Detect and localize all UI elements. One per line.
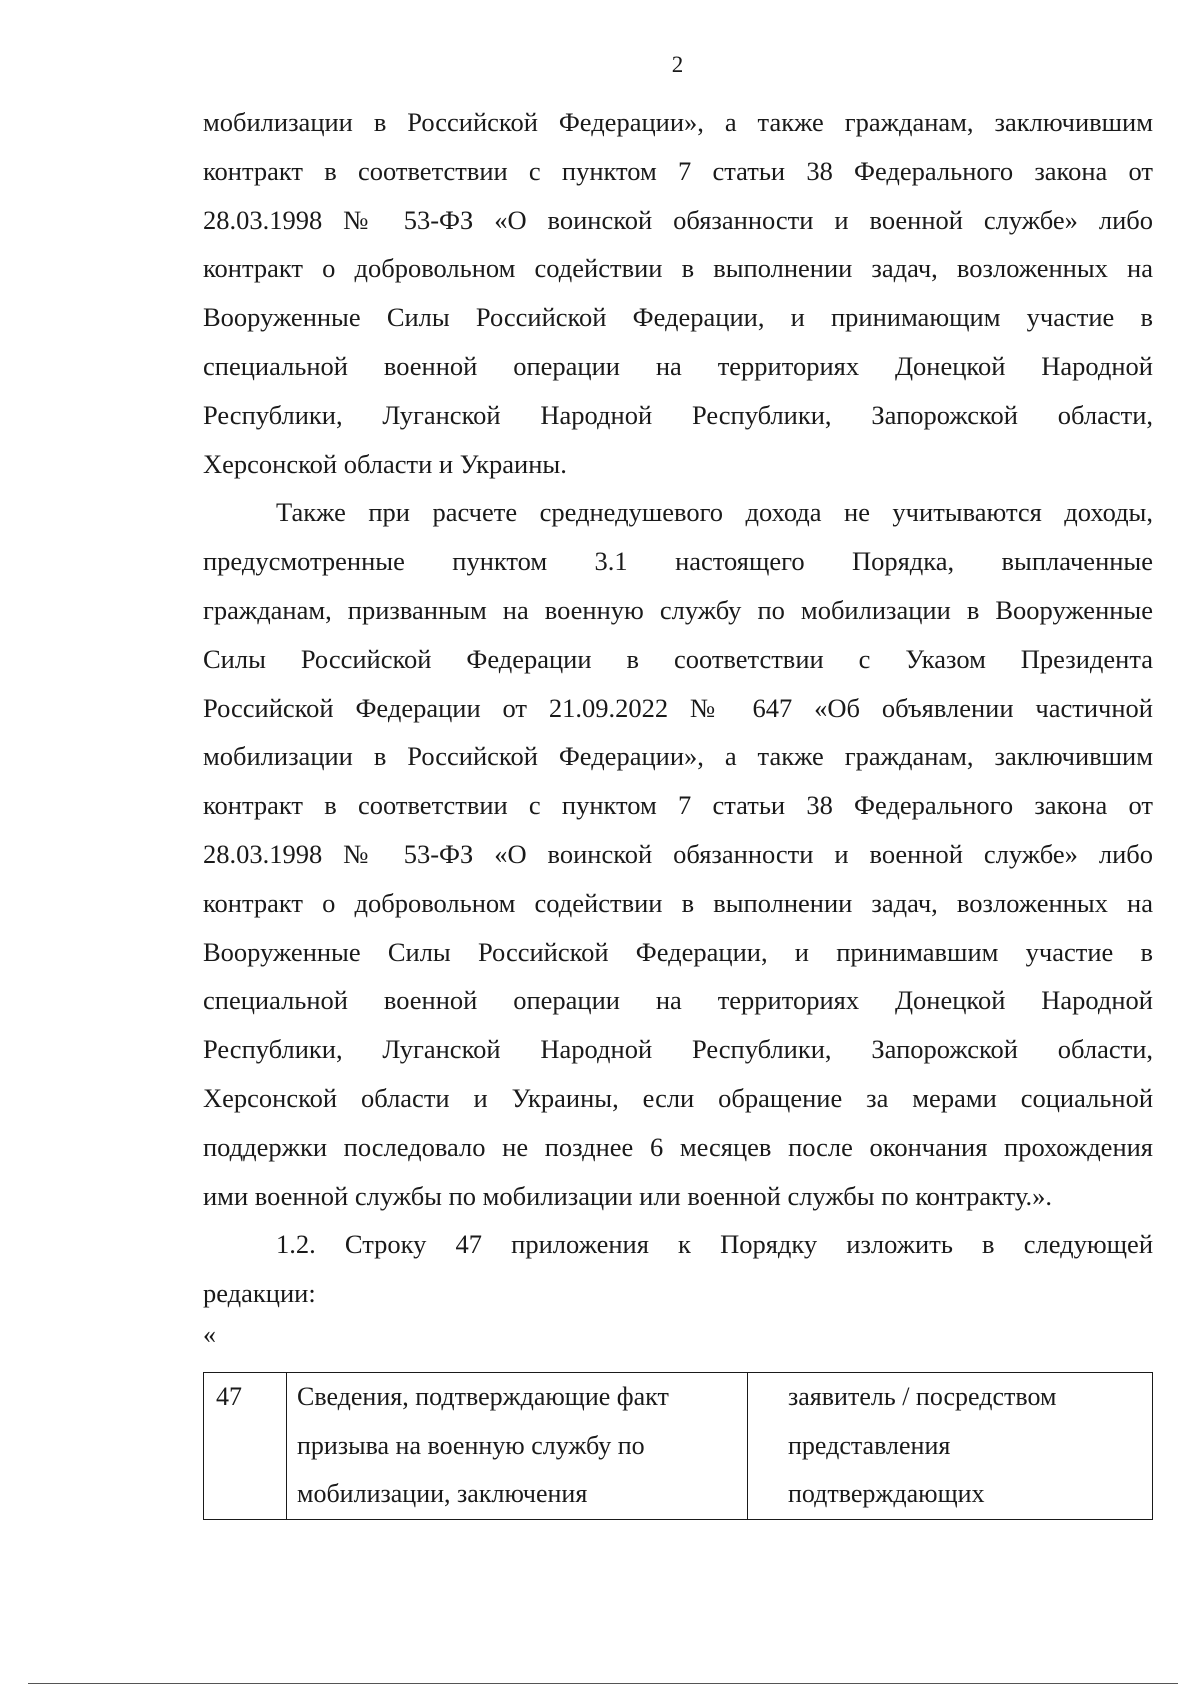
description-line: призыва на военную службу по	[297, 1430, 645, 1460]
source-cell	[748, 1373, 1153, 1520]
text-line: Херсонской области и Украины, если обращение за мерами социальной	[203, 1082, 1153, 1113]
text-line: 28.03.1998 № 53-ФЗ «О воинской обязанности и военной службе» либо	[203, 204, 1153, 235]
source-line: представления	[788, 1430, 951, 1460]
text-line: 1.2. Строку 47 приложения к Порядку изложить в следующей	[276, 1229, 1153, 1260]
text-line: редакции:	[203, 1278, 316, 1309]
text-line: специальной военной операции на территориях Донецкой Народной	[203, 350, 1153, 381]
text-line: мобилизации в Российской Федерации», а также гражданам, заключившим	[203, 741, 1153, 772]
text-line: Российской Федерации от 21.09.2022 № 647 «Об объявлении частичной	[203, 692, 1153, 723]
paragraph-2	[203, 488, 1153, 1220]
document-body	[203, 98, 1153, 1318]
page-number: 2	[671, 52, 684, 77]
text-line: специальной военной операции на территориях Донецкой Народной	[203, 985, 1153, 1016]
row-number-cell	[204, 1373, 287, 1520]
description-line: Сведения, подтверждающие факт	[297, 1382, 669, 1411]
text-line: Херсонской области и Украины.	[203, 448, 567, 479]
text-line: Силы Российской Федерации в соответствии с Указом Президента	[203, 643, 1153, 674]
text-line: ими военной службы по мобилизации или военной службы по контракту.».	[203, 1180, 1052, 1211]
description-cell	[287, 1373, 748, 1520]
text-line: Республики, Луганской Народной Республики, Запорожской области,	[203, 399, 1153, 430]
text-line: поддержки последовало не позднее 6 месяцев после окончания прохождения	[203, 1131, 1153, 1162]
source-line: подтверждающих	[788, 1479, 985, 1508]
paragraph-1	[203, 98, 1153, 488]
text-line: контракт о добровольном содействии в выполнении задач, возложенных на	[203, 887, 1153, 918]
text-line: контракт в соответствии с пунктом 7 статьи 38 Федерального закона от	[203, 790, 1153, 821]
text-line: 28.03.1998 № 53-ФЗ «О воинской обязанности и военной службе» либо	[203, 838, 1153, 869]
text-line: гражданам, призванным на военную службу по мобилизации в Вооруженные	[203, 594, 1153, 625]
text-line: контракт в соответствии с пунктом 7 статьи 38 Федерального закона от	[203, 155, 1153, 186]
appendix-table	[203, 1372, 1153, 1520]
text-line: предусмотренные пунктом 3.1 настоящего Порядка, выплаченные	[203, 546, 1153, 577]
page-bottom-rule	[28, 1683, 1178, 1684]
text-line: мобилизации в Российской Федерации», а также гражданам, заключившим	[203, 107, 1153, 137]
opening-quote-mark: «	[203, 1320, 216, 1349]
text-line: Вооруженные Силы Российской Федерации, и принимавшим участие в	[203, 936, 1153, 967]
row-number: 47	[216, 1382, 242, 1411]
description-line: мобилизации, заключения	[297, 1479, 588, 1508]
text-line: контракт о добровольном содействии в выполнении задач, возложенных на	[203, 253, 1153, 284]
text-line: Также при расчете среднедушевого дохода не учитываются доходы,	[276, 497, 1153, 528]
text-line: Вооруженные Силы Российской Федерации, и принимающим участие в	[203, 302, 1153, 333]
source-line: заявитель / посредством	[788, 1382, 1057, 1411]
table-row	[204, 1373, 1153, 1520]
text-line: Республики, Луганской Народной Республики, Запорожской области,	[203, 1034, 1153, 1065]
paragraph-3	[203, 1220, 1153, 1318]
